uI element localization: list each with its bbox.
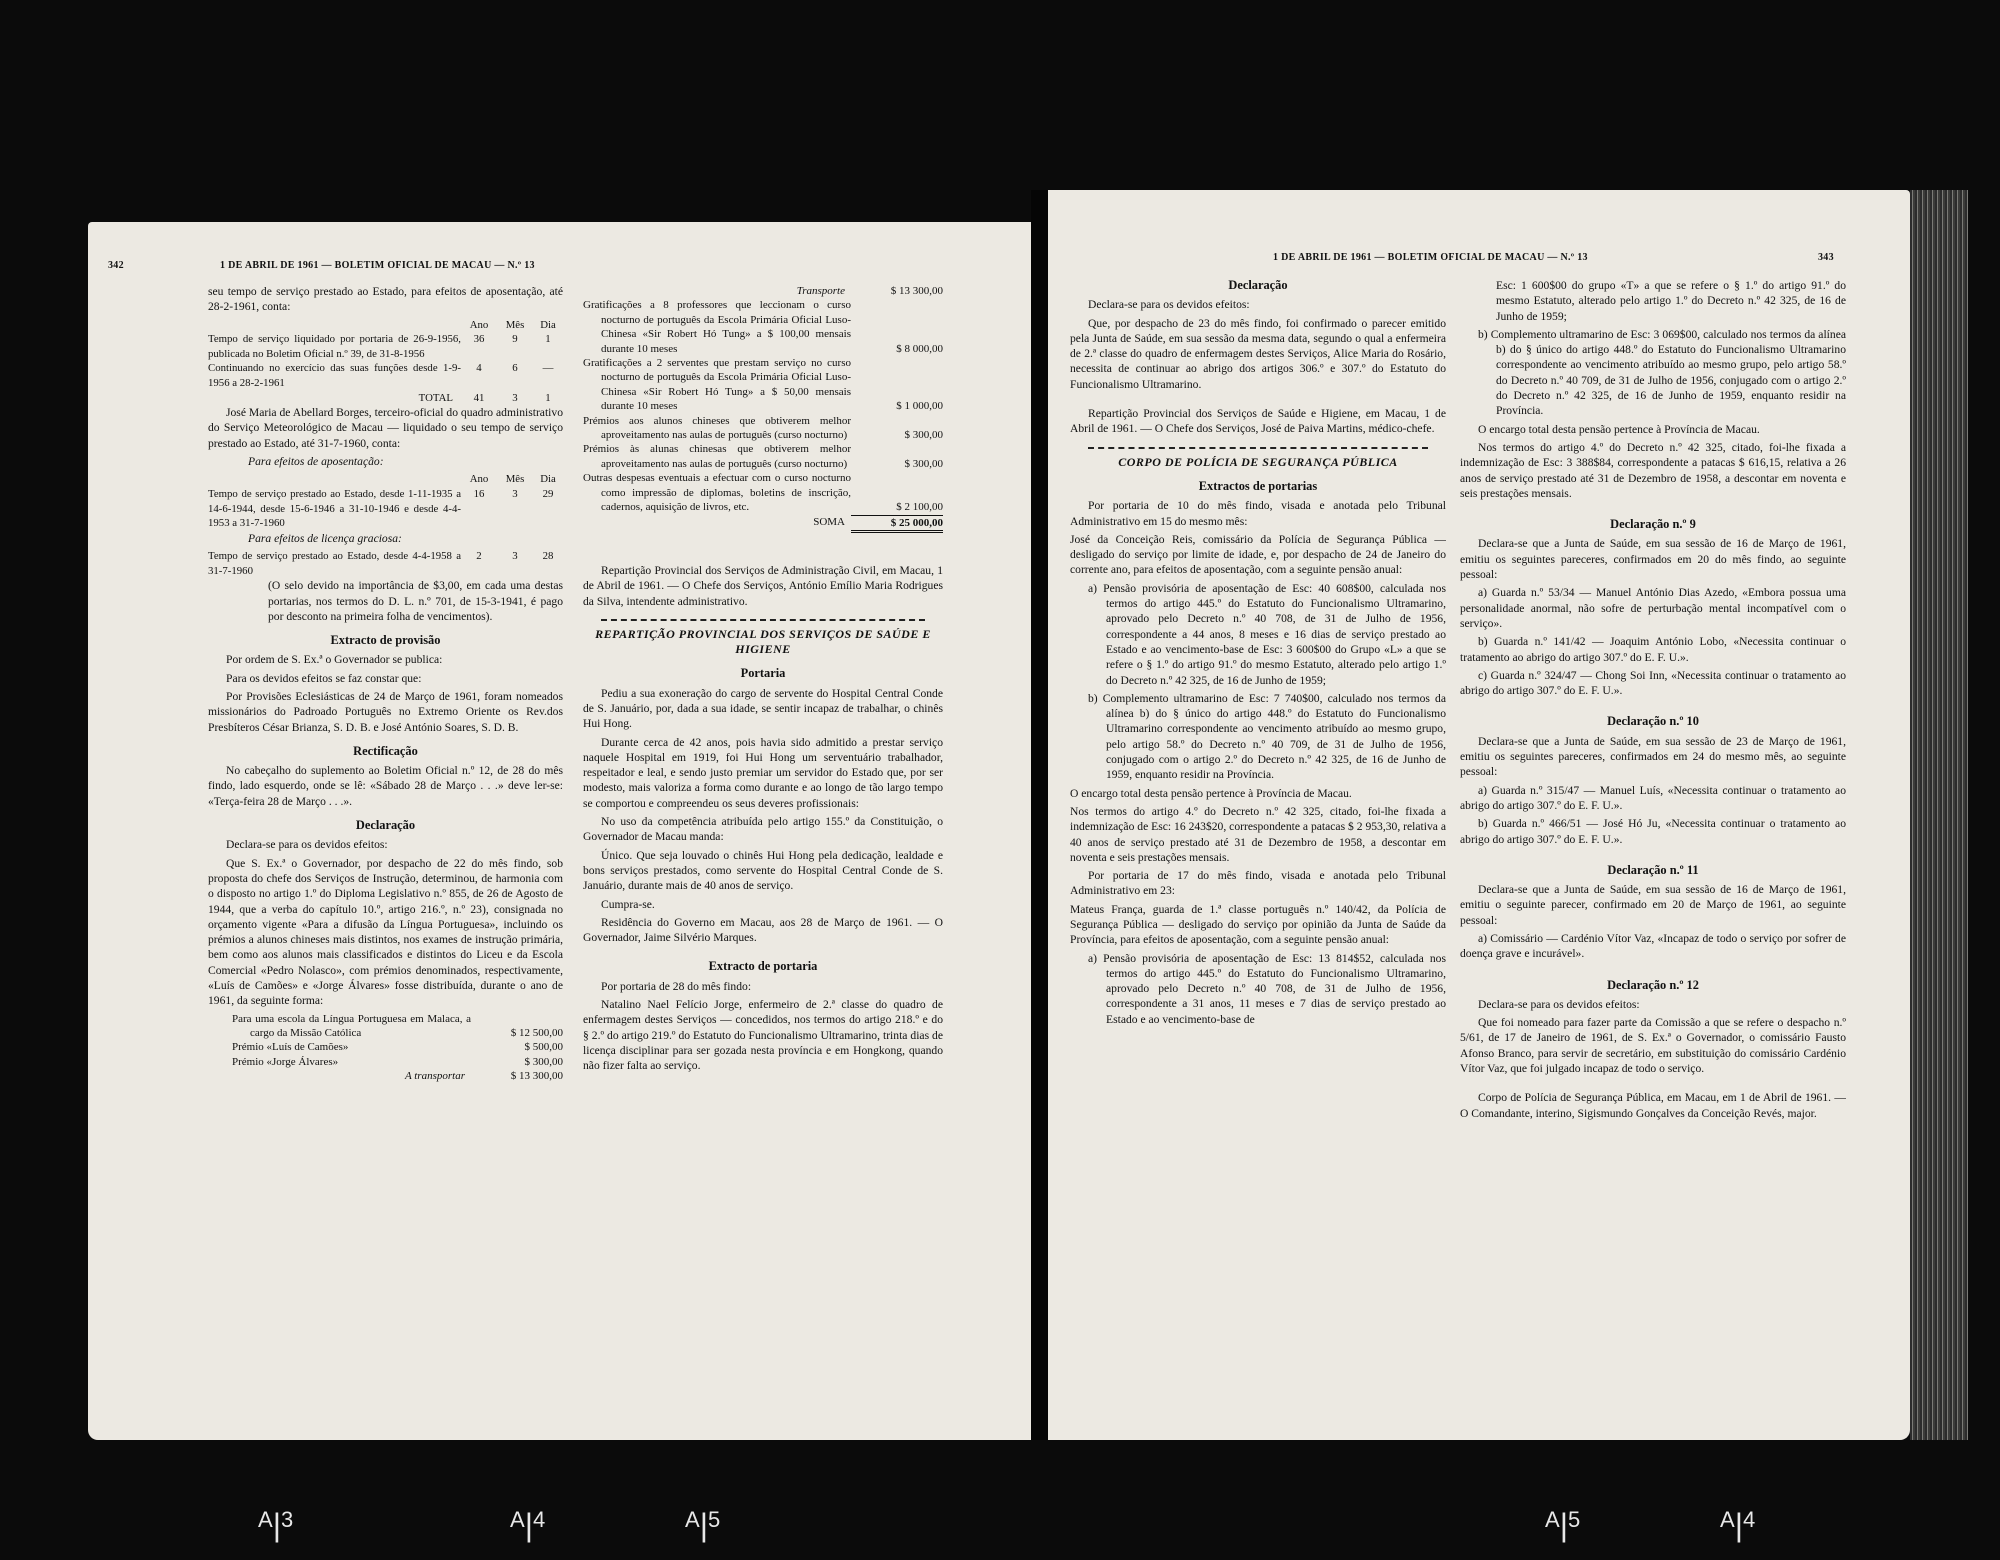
book-page-edges	[1910, 190, 1968, 1440]
line-value: $ 1 000,00	[896, 400, 943, 413]
left-page	[88, 222, 1031, 1440]
divider	[601, 619, 925, 621]
paragraph: Repartição Provincial dos Serviços de Saúde e Higiene, em Macau, 1 de Abril de 1961. — O Chefe dos Serviços, José de Paiva Martins, médico-chefe.	[1070, 407, 1446, 436]
table-cell: 1	[545, 333, 551, 346]
paragraph: Declara-se para os devidos efeitos:	[1478, 997, 1640, 1011]
paragraph: No uso da competência atribuída pelo artigo 155.º da Constituição, o Governador de Macau manda:	[583, 815, 943, 844]
section-heading: Declaração n.º 11	[1607, 862, 1699, 877]
list-item: a) Comissário — Cardénio Vítor Vaz, «Incapaz de todo o serviço por sofrer de doença grave e incurável».	[1460, 931, 1846, 961]
frame-number: 5	[708, 1507, 721, 1532]
paragraph: José Maria de Abellard Borges, terceiro-oficial do quadro administrativo do Serviço Meteorológico de Macau — liquidado o seu tempo de serviço prestado ao Estado, até 31-7-1960, conta:	[208, 406, 563, 450]
left-column-2	[583, 284, 943, 1434]
table-cell: 41	[473, 391, 485, 404]
paragraph: Corpo de Polícia de Segurança Pública, em Macau, em 1 de Abril de 1961. — O Comandante, interino, Sigismundo Gonçalves da Conceição Revés, major.	[1460, 1091, 1846, 1120]
table-row-label: Tempo de serviço prestado ao Estado, desde 4-4-1958 a 31-7-1960	[208, 550, 461, 577]
table-cell: 1	[545, 391, 551, 404]
section-heading: Declaração	[355, 818, 416, 833]
service-time-table	[208, 318, 563, 406]
paragraph: Declara-se que a Junta de Saúde, em sua sessão de 16 de Março de 1961, emitiu o seguinte parecer, confirmado em 20 de Março de 1961, ao seguinte pessoal:	[1460, 883, 1846, 927]
list-item: a) Guarda n.º 315/47 — Manuel Luís, «Necessita continuar o tratamento ao abrigo do artigo 307.º do E. F. U.».	[1460, 783, 1846, 812]
paragraph: Nos termos do artigo 4.º do Decreto n.º 42 325, citado, foi-lhe fixada a indemnização de Esc: 3 388$84, correspondente a patacas $ 616,15, relativa a 26 anos de serviço prestado até 31 de Dezembro de 1958, a descontar em noventa e seis prestações mensais.	[1460, 440, 1846, 500]
table-cell: Ano	[469, 318, 489, 331]
film-frame-marker: $^A|^5$	[1545, 1507, 1581, 1543]
table-cell: Ano	[469, 473, 489, 486]
frame-number: 4	[1743, 1507, 1756, 1532]
table-row-label: Tempo de serviço liquidado por portaria de 26-9-1956, publicada no Boletim Oficial n.º 39, de 31-8-1956	[208, 333, 461, 360]
carry-forward-line	[208, 1069, 563, 1083]
line-label: Prémios às alunas chinesas que obtiverem melhor aproveitamento nas aulas de português (curso nocturno)	[583, 443, 851, 470]
table-cell: 3	[512, 391, 518, 404]
table-cell: —	[542, 362, 554, 375]
list-item: b) Complemento ultramarino de Esc: 3 069$00, calculado nos termos da alínea b) do § único do artigo 448.º do Estatuto do Funcionalismo Ultramarino correspondente ao vencimento atribuído ao mesmo grupo, pelo artigo 58.º do Decreto n.º 40 709, de 31 de Julho de 1956, conjugado com o artigo 2.º do Decreto n.º 42 325, de 16 de Junho de 1959, enquanto residir na Província.	[1478, 327, 1846, 418]
paragraph: No cabeçalho do suplemento ao Boletim Oficial n.º 12, de 28 do mês findo, lado esquerdo, onde se lê: «Sábado 28 de Março . . .» deve ler-se: «Terça-feira 28 de Março . . .».	[208, 764, 563, 808]
film-frame-marker: $^A|^3$	[258, 1507, 294, 1543]
list-item: b) Guarda n.º 141/42 — Joaquim António Lobo, «Necessita continuar o tratamento ao abrigo do artigo 307.º do E. F. U.».	[1460, 635, 1846, 664]
frame-number: 5	[1568, 1507, 1581, 1532]
line-value: $ 12 500,00	[510, 1027, 563, 1040]
table-cell: 28	[542, 550, 554, 563]
line-label: Outras despesas eventuais a efectuar com o curso nocturno como impressão de diplomas, boletins de inscrição, cadernos, aquisição de livros, etc.	[583, 472, 851, 514]
line-label: Gratificações a 2 serventes que prestam serviço no curso nocturno de português da Escola Primária Oficial Luso-Chinesa «Sir Robert Hó Tung» a $ 50,00 mensais durante 10 meses	[583, 357, 851, 413]
running-header: 1 DE ABRIL DE 1961 — BOLETIM OFICIAL DE MACAU — N.º 13	[1273, 252, 1588, 263]
frame-letter: A	[258, 1507, 273, 1532]
paragraph: Natalino Nael Felício Jorge, enfermeiro de 2.ª classe do quadro de enfermagem destes Serviços — concedidos, nos termos do artigo 218.º e do § 2.º do artigo 219.º do Estatuto do Funcionalismo Ultramarino, trinta dias de licença disciplinar para ser gozada nesta província e em Hongkong, quando não fizer falta ao serviço.	[583, 998, 943, 1073]
paragraph: Esc: 1 600$00 do grupo «T» a que se refere o § 1.º do artigo 91.º do mesmo Estatuto, alterado pelo artigo 1.º do Decreto n.º 42 325, de 16 de Junho de 1959;	[1496, 279, 1846, 323]
line-label: Prémios aos alunos chineses que obtiverem melhor aproveitamento nas aulas de português (curso nocturno)	[583, 414, 851, 442]
table-row-label	[208, 472, 461, 487]
paragraph: Cumpra-se.	[601, 897, 655, 911]
section-heading: Declaração n.º 9	[1610, 517, 1696, 532]
paragraph: Que S. Ex.ª o Governador, por despacho de 22 do mês findo, sob proposta do chefe dos Serviços de Instrução, determinou, de harmonia com o disposto no artigo 1.º do Diploma Legislativo n.º 855, de 26 de Agosto de 1944, que a verba do capítulo 10.º, artigo 216.º, n.º 23), consignada no orçamento vigente «Para a difusão da Língua Portuguesa», incluindo os prémios a alunos chineses mais distintos, nos exames de instrução primária, bem como aos alunos mais classificados e distintos do Liceu e da Escola Comercial «Pedro Nolasco», com prémios denominados, respectivamente, «Luís de Camões» e «Jorge Álvares» fosse distribuída, durante o ano de 1961, da seguinte forma:	[208, 856, 563, 1008]
section-heading: Declaração	[1228, 278, 1288, 292]
frame-letter: A	[1545, 1507, 1560, 1532]
list-item: a) Pensão provisória de aposentação de Esc: 40 608$00, calculada nos termos do artigo 445.º do Estatuto do Funcionalismo Ultramarino, aprovado pelo Decreto n.º 40 708, de 31 de Julho de 1956, correspondente a 44 anos, 8 meses e 16 dias de serviço prestado ao Estado e ao vencimento-base de Esc: 3 600$00 do Grupo «L» a que se refere o § 1.º do artigo 91.º do mesmo Estatuto, alterado pelo artigo 1.º do Decreto n.º 42 325, de 16 de Junho de 1959;	[1088, 581, 1446, 687]
frame-number: 3	[281, 1507, 294, 1532]
line-label: Transporte	[796, 285, 845, 297]
paragraph: Residência do Governo em Macau, aos 28 de Março de 1961. — O Governador, Jaime Silvério Marques.	[583, 915, 943, 945]
carry-forward-line	[583, 284, 943, 298]
paragraph: José da Conceição Reis, comissário da Polícia de Segurança Pública — desligado do serviço por limite de idade, e, por despacho de 24 de Janeiro do corrente ano, para efeitos de aposentação, com a seguinte pensão anual:	[1070, 532, 1446, 577]
page-number: 343	[1818, 252, 1834, 263]
right-column-1	[1070, 278, 1446, 1428]
paragraph: Por Provisões Eclesiásticas de 24 de Março de 1961, foram nomeados missionários do Padroado Português no Extremo Oriente os Rev.dos Presbíteros César Brianza, S. D. B. e José António Soares, S. D. B.	[208, 689, 563, 734]
paragraph: Repartição Provincial dos Serviços de Administração Civil, em Macau, 1 de Abril de 1961. — O Chefe dos Serviços, António Emílio Maria Rodrigues da Silva, intendente administrativo.	[583, 563, 943, 608]
table-row-label: Tempo de serviço prestado ao Estado, desde 1-11-1935 a 14-6-1944, desde 15-6-1946 a 31-10-1946 e desde 4-4-1953 a 31-7-1960	[208, 487, 461, 530]
right-column-2	[1460, 278, 1846, 1428]
line-label: Prémio «Luís de Camões»	[232, 1041, 349, 1054]
running-header: 1 DE ABRIL DE 1961 — BOLETIM OFICIAL DE MACAU — N.º 13	[220, 260, 535, 271]
paragraph: Por portaria de 28 do mês findo:	[601, 979, 752, 993]
table-cell: Mês	[505, 473, 525, 486]
paragraph: Para os devidos efeitos se faz constar que:	[226, 671, 422, 685]
line-value: $ 300,00	[904, 457, 943, 470]
sum-line	[583, 515, 943, 533]
paragraph: Por portaria de 10 do mês findo, visada e anotada pelo Tribunal Administrativo em 15 do mesmo mês:	[1070, 499, 1446, 528]
paragraph: Declara-se que a Junta de Saúde, em sua sessão de 23 de Março de 1961, emitiu os seguintes pareceres, confirmados em 24 do mesmo mês, ao seguinte pessoal:	[1460, 734, 1846, 779]
list-item: b) Guarda n.º 466/51 — José Hó Ju, «Necessita continuar o tratamento ao abrigo do artigo 307.º do E. F. U.».	[1460, 817, 1846, 846]
section-heading: Declaração n.º 12	[1607, 977, 1699, 992]
table-cell: 29	[542, 487, 554, 500]
table-cell: Mês	[505, 318, 525, 331]
frame-letter: A	[685, 1507, 700, 1532]
list-item: a) Guarda n.º 53/34 — Manuel António Dias Azedo, «Embora possua uma personalidade anormal, não sofre de perturbação mental incompatível com o serviço».	[1460, 586, 1846, 630]
section-heading: Extracto de provisão	[330, 633, 441, 648]
line-value: $ 13 300,00	[890, 285, 943, 297]
paragraph: seu tempo de serviço prestado ao Estado, para efeitos de aposentação, até 28-2-1961, conta:	[208, 285, 563, 314]
line-label: Prémio «Jorge Álvares»	[232, 1055, 339, 1068]
table-cell: 36	[473, 333, 485, 346]
paragraph: O encargo total desta pensão pertence à Província de Macau.	[1070, 786, 1352, 800]
table-cell: 16	[473, 487, 485, 500]
section-title: REPARTIÇÃO PROVINCIAL DOS SERVIÇOS DE SAÚDE E HIGIENE	[595, 626, 931, 657]
section-heading: Declaração n.º 10	[1607, 714, 1699, 729]
budget-lines	[208, 1012, 563, 1070]
service-time-table	[208, 549, 563, 578]
section-heading: Extractos de portarias	[1198, 478, 1318, 493]
table-row-label: Continuando no exercício das suas funções desde 1-9-1956 a 28-2-1961	[208, 362, 461, 389]
left-column-1	[208, 284, 563, 1434]
paragraph: Nos termos do artigo 4.º do Decreto n.º 42 325, citado, foi-lhe fixada a indemnização de Esc: 16 243$20, correspondente a patacas $ 2 953,30, relativa a 40 anos de serviço prestado até 31 de Dezembro de 1958, a descontar em noventa e seis prestações mensais.	[1070, 804, 1446, 864]
section-heading: Rectificação	[353, 743, 418, 758]
table-cell: 3	[512, 550, 518, 563]
film-frame-marker: $^A|^4$	[510, 1507, 546, 1543]
list-item: c) Guarda n.º 324/47 — Chong Soi Inn, «Necessita continuar o tratamento ao abrigo do artigo 307.º do E. F. U.».	[1460, 668, 1846, 698]
table-cell: 2	[476, 550, 482, 563]
paragraph: O encargo total desta pensão pertence à Província de Macau.	[1478, 422, 1760, 436]
page-number: 342	[108, 260, 124, 271]
line-value: $ 13 300,00	[510, 1070, 563, 1083]
table-cell: 3	[512, 487, 518, 500]
film-frame-marker: $^A|^4$	[1720, 1507, 1756, 1543]
line-value: $ 2 100,00	[896, 501, 943, 514]
line-value: $ 300,00	[524, 1055, 563, 1068]
subheading: Para efeitos de aposentação:	[248, 455, 384, 469]
section-heading: Extracto de portaria	[708, 959, 818, 974]
table-cell: 4	[476, 362, 482, 375]
frame-letter: A	[510, 1507, 525, 1532]
table-cell: Dia	[540, 473, 556, 486]
line-value: $ 300,00	[904, 429, 943, 442]
right-page	[1048, 190, 1910, 1440]
paragraph: Por ordem de S. Ex.ª o Governador se publica:	[226, 653, 443, 667]
film-frame-marker: $^A|^5$	[685, 1507, 721, 1543]
paragraph: Declara-se que a Junta de Saúde, em sua sessão de 16 de Março de 1961, emitiu os seguintes pareceres, confirmados em 20 do mês findo, ao seguinte pessoal:	[1460, 537, 1846, 582]
line-value: $ 25 000,00	[851, 515, 943, 533]
table-cell: 6	[512, 362, 518, 375]
paragraph: Declara-se para os devidos efeitos:	[226, 838, 388, 852]
paragraph: Que foi nomeado para fazer parte da Comissão a que se refere o despacho n.º 5/61, de 17 de Janeiro de 1961, de S. Ex.ª o Governador, o comissário Fausto Afonso Branco, para servir de secretário, em substituição do comissário Cardénio Vítor Vaz, que foi julgado incapaz de todo o serviço.	[1460, 1016, 1846, 1076]
paragraph: Declara-se para os devidos efeitos:	[1088, 298, 1250, 312]
binding-gutter	[1031, 190, 1048, 1440]
budget-lines	[583, 298, 943, 514]
section-title: CORPO DE POLÍCIA DE SEGURANÇA PÚBLICA	[1118, 454, 1398, 469]
list-item: a) Pensão provisória de aposentação de Esc: 13 814$52, calculada nos termos do artigo 445.º do Estatuto do Funcionalismo Ultramarino, aprovado pelo Decreto n.º 40 708, de 31 de Julho de 1956, correspondente a 31 anos, 11 meses e 7 dias de serviço prestado ao Estado e ao vencimento-base de	[1088, 951, 1446, 1026]
table-row-label: TOTAL	[418, 391, 453, 404]
frame-letter: A	[1720, 1507, 1735, 1532]
divider	[1088, 447, 1428, 449]
paragraph: Que, por despacho de 23 do mês findo, foi confirmado o parecer emitido pela Junta de Saúde, em sua sessão da mesma data, segundo o qual a enfermeira de 2.ª classe do quadro de enfermagem destes Serviços, Alice Maria do Rosário, necessita de continuar ao abrigo dos artigos 306.º e 307.º do Estatuto do Funcionalismo Ultramarino.	[1070, 316, 1446, 391]
paragraph: Por portaria de 17 do mês findo, visada e anotada pelo Tribunal Administrativo em 23:	[1070, 869, 1446, 898]
paragraph: Mateus França, guarda de 1.ª classe português n.º 140/42, da Polícia de Segurança Pública — desligado do serviço por opinião da Junta de Saúde da Província, para efeitos de aposentação, com a seguinte pensão anual:	[1070, 902, 1446, 947]
table-cell: 9	[512, 333, 518, 346]
list-item: b) Complemento ultramarino de Esc: 7 740$00, calculado nos termos da alínea b) do § único do artigo 448.º do Estatuto do Funcionalismo Ultramarino correspondente ao vencimento atribuído ao mesmo grupo, pelo artigo 58.º do Decreto n.º 40 709, de 31 de Julho de 1956, conjugado com o artigo 2.º do Decreto n.º 42 325, de 16 de Junho de 1959, enquanto residir na Província.	[1088, 691, 1446, 782]
table-row-label	[208, 318, 461, 333]
line-label: Gratificações a 8 professores que leccionam o curso nocturno de português da Escola Primária Oficial Luso-Chinesa «Sir Robert Hó Tung» a $ 100,00 mensais durante 10 meses	[583, 299, 851, 355]
subheading: Para efeitos de licença graciosa:	[248, 531, 402, 545]
note: (O selo devido na importância de $3,00, em cada uma destas portarias, nos termos do D. L. n.º 701, de 15-3-1941, é pago por desconto na primeira folha de vencimentos).	[268, 579, 563, 623]
paragraph: Único. Que seja louvado o chinês Hui Hong pela dedicação, lealdade e bons serviços prestados, como servente do Hospital Central Conde de S. Januário, durante mais de 40 anos de serviço.	[583, 848, 943, 893]
section-heading: Portaria	[740, 666, 786, 681]
line-label: SOMA	[813, 515, 845, 528]
line-label: A transportar	[404, 1070, 465, 1083]
line-value: $ 8 000,00	[896, 342, 943, 355]
line-label: Para uma escola da Língua Portuguesa em Malaca, a cargo da Missão Católica	[232, 1012, 471, 1040]
table-cell: Dia	[540, 318, 556, 331]
paragraph: Pediu a sua exoneração do cargo de servente do Hospital Central Conde de S. Januário, por, dada a sua idade, se sentir incapaz de trabalhar, o chinês Hui Hong.	[583, 686, 943, 731]
service-time-table	[208, 472, 563, 530]
line-value: $ 500,00	[524, 1041, 563, 1054]
paragraph: Durante cerca de 42 anos, pois havia sido admitido a prestar serviço naquele Hospital em 1919, foi Hui Hong um serventuário trabalhador, respeitador e leal, e sendo justo premiar um servidor do Estado que, por ser modesto, mais valoriza a forma como durante e ao longo de tão largo tempo se comportou e compreendeu os seus deveres profissionais:	[583, 735, 943, 810]
frame-number: 4	[533, 1507, 546, 1532]
